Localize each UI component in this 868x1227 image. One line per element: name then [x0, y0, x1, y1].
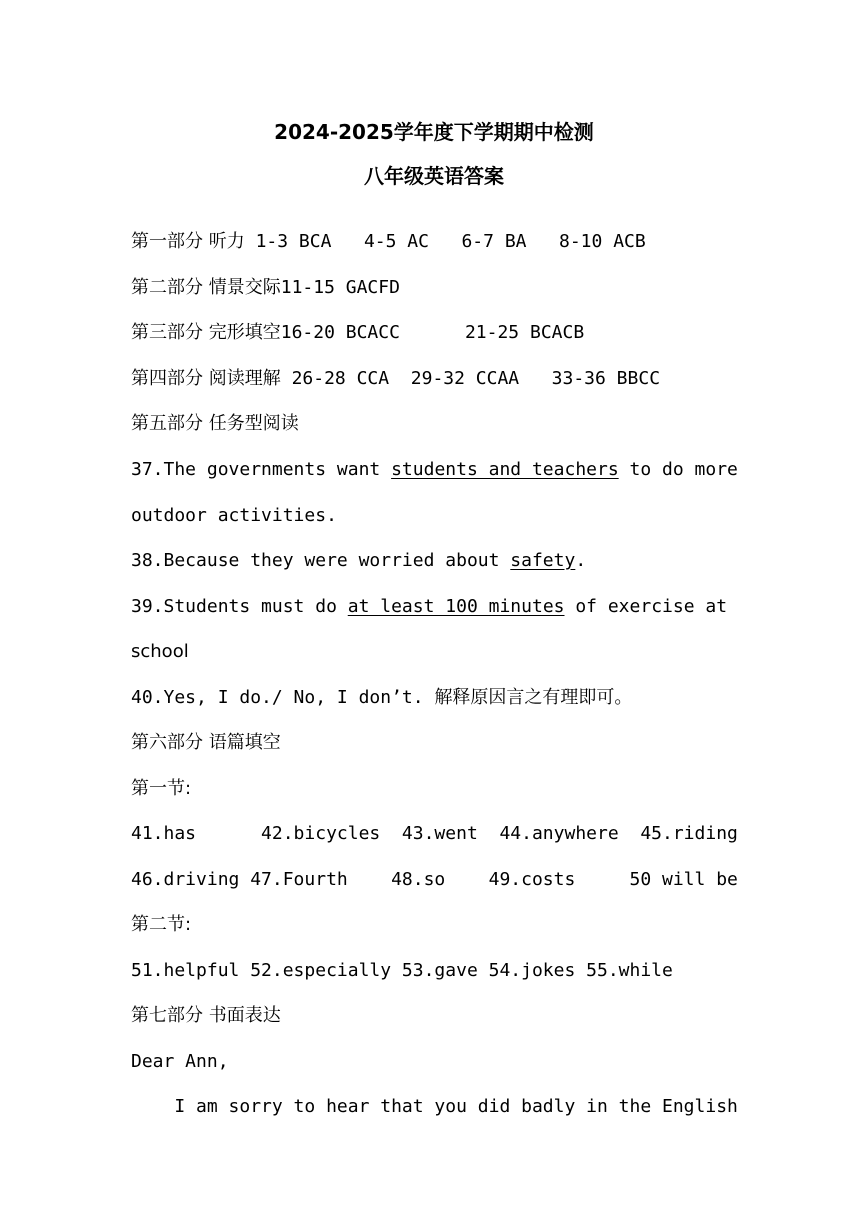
q40-line	[131, 685, 632, 711]
part3-line	[131, 320, 584, 346]
q38-underlined-answer: safety	[510, 550, 576, 571]
q37-text-a: 37.The governments want	[131, 459, 392, 480]
part6-section2-label: 第二节:	[131, 914, 192, 935]
part1-answers: 1-3 BCA 4-5 AC 6-7 BA 8-10 ACB	[244, 231, 646, 252]
part4-answers: 26-28 CCA 29-32 CCAA 33-36 BBCC	[280, 368, 661, 389]
part5-label: 第五部分 任务型阅读	[131, 413, 299, 434]
part6-row2: 46.driving 47.Fourth 48.so 49.costs 50 will be	[131, 869, 738, 890]
part4-label: 第四部分 阅读理解	[131, 368, 281, 389]
document-subtitle: 八年级英语答案	[364, 164, 504, 188]
letter-body-line1: I am sorry to hear that you did badly in the English	[131, 1096, 738, 1117]
q40-text-a: 40.Yes, I do./ No, I don’t.	[131, 687, 435, 708]
q37-line2: outdoor activities.	[131, 505, 337, 526]
part6-row1: 41.has 42.bicycles 43.went 44.anywhere 45.riding	[131, 823, 738, 844]
part6-row3: 51.helpful 52.especially 53.gave 54.jokes 55.while	[131, 960, 673, 981]
q39-line1	[131, 594, 727, 620]
q38-line	[131, 548, 586, 574]
part2-label: 第二部分 情景交际	[131, 277, 281, 298]
part2-line	[131, 275, 400, 301]
part6-label: 第六部分 语篇填空	[131, 732, 281, 753]
q38-text-b: .	[575, 550, 587, 571]
q39-underlined-answer: at least 100 minutes	[347, 596, 565, 617]
part2-answers: 11-15 GACFD	[280, 277, 400, 298]
part6-section1-label: 第一节:	[131, 778, 192, 799]
q38-text-a: 38.Because they were worried about	[131, 550, 511, 571]
part1-label: 第一部分 听力	[131, 231, 245, 252]
letter-greeting: Dear Ann,	[131, 1051, 229, 1072]
q40-text-b: 解释原因言之有理即可。	[434, 687, 633, 708]
q37-underlined-answer: students and teachers	[391, 459, 619, 480]
document-title: 2024-2025学年度下学期期中检测	[274, 120, 594, 144]
q37-text-b: to do more	[618, 459, 738, 480]
part3-answers: 16-20 BCACC 21-25 BCACB	[280, 322, 585, 343]
q39-text-b: of exercise at	[564, 596, 728, 617]
q39-text-a: 39.Students must do	[131, 596, 348, 617]
q37-line1	[131, 457, 738, 483]
part4-line	[131, 366, 660, 392]
q39-line2: school	[131, 641, 189, 662]
part1-line	[131, 229, 646, 255]
part7-label: 第七部分 书面表达	[131, 1005, 281, 1026]
part3-label: 第三部分 完形填空	[131, 322, 281, 343]
